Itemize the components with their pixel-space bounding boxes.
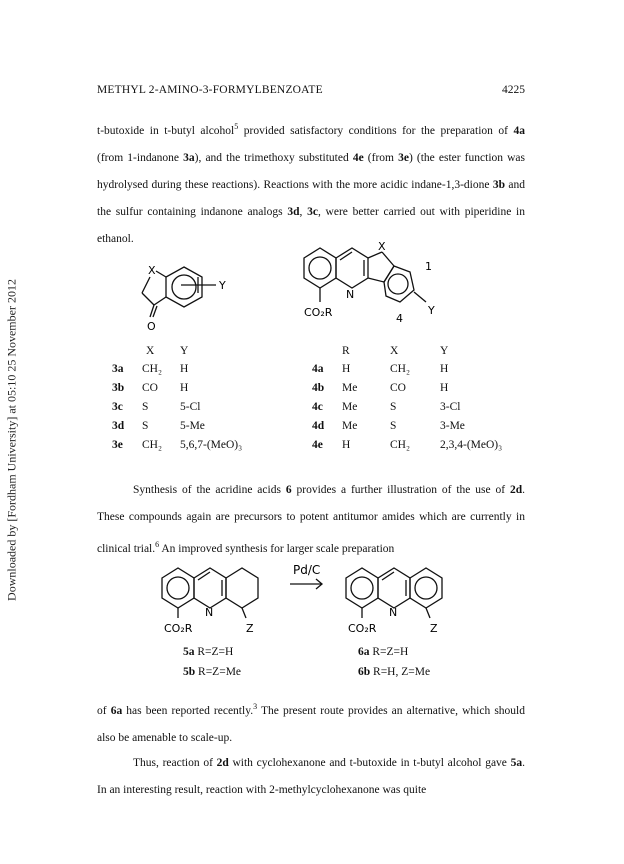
paragraph-1 — [97, 113, 525, 253]
text-run: (from 1-indanone — [97, 151, 184, 164]
table4-cell-y: 2,3,4-(MeO)₃ — [440, 439, 503, 451]
text-run: 3d — [287, 205, 300, 218]
table4-cell-r: H — [342, 439, 351, 451]
text-run: 4a — [513, 124, 525, 137]
scheme5-co2r: CO₂R — [164, 622, 193, 635]
paragraph-3 — [97, 693, 525, 752]
text-run: 6 — [285, 484, 292, 496]
text-run: . These compounds again are precursors to potent antitumor amides which are currently in clinical trial. — [97, 484, 525, 555]
table4-cell-y: H — [440, 363, 449, 375]
text-run: . In an interesting result, reaction with 2-methylcyclohexanone was quite — [97, 757, 525, 796]
text-run: 3b — [492, 178, 506, 191]
table3-cell-x: CH₂ — [142, 439, 162, 451]
table3-cell-x: CH₂ — [142, 363, 162, 375]
table3-cell-x: S — [142, 401, 149, 413]
text-run: , were better carried out with piperidine in ethanol. — [97, 205, 525, 245]
table3-cell-id: 3e — [112, 439, 123, 451]
text-run: 6a — [110, 704, 123, 717]
table4-cell-x: CH₂ — [390, 363, 410, 375]
table-4 — [312, 345, 532, 475]
scheme6-co2r: CO₂R — [348, 622, 377, 635]
paragraph-1-text — [97, 113, 525, 253]
text-run: 3a — [183, 151, 195, 164]
text-run: with cyclohexanone and t-butoxide in t-butyl alcohol gave — [228, 757, 511, 769]
download-watermark — [2, 250, 22, 630]
paragraph-4 — [97, 750, 525, 804]
table3-cell-y: 5-Cl — [180, 401, 201, 413]
table3-cell-y: H — [180, 382, 189, 394]
table3-header-x: X — [146, 345, 155, 357]
table4-cell-y: H — [440, 382, 449, 394]
struct4-y: Y — [428, 304, 435, 317]
table3-cell-id: 3d — [112, 420, 125, 432]
struct4-co2r: CO₂R — [304, 306, 333, 319]
table4-cell-id: 4e — [312, 439, 323, 451]
table4-cell-x: S — [390, 401, 397, 413]
struct3-y: Y — [219, 279, 226, 292]
struct4-locant-1: 1 — [425, 260, 432, 273]
table4-cell-id: 4d — [312, 420, 325, 432]
text-run: The present route provides an alternative, which should also be amenable to scale-up. — [97, 704, 525, 744]
text-run: Synthesis of the acridine acids — [133, 484, 286, 496]
text-run: and the sulfur containing indanone analogs — [97, 178, 525, 218]
table4-cell-id: 4c — [312, 401, 323, 413]
paragraph-4-text — [97, 750, 525, 804]
table3-cell-y: 5-Me — [180, 420, 205, 432]
struct4-x: X — [378, 240, 386, 253]
struct4-n: N — [346, 288, 355, 301]
table4-cell-id: 4b — [312, 382, 325, 394]
text-run: has been reported recently. — [122, 704, 254, 717]
table3-cell-id: 3b — [112, 382, 125, 394]
table3-header-y: Y — [180, 345, 189, 357]
paragraph-2-text — [97, 477, 525, 563]
text-run: 2d — [216, 757, 229, 769]
text-run: 6 — [155, 540, 160, 549]
scheme6-n: N — [389, 606, 398, 619]
table4-cell-r: Me — [342, 420, 358, 432]
table4-cell-x: CO — [390, 382, 406, 394]
text-run: 2d — [509, 484, 523, 496]
scheme6-z: Z — [430, 622, 438, 635]
reagent-pd-c: Pd/C — [293, 563, 321, 577]
text-run: Thus, reaction of — [133, 757, 217, 769]
struct3-o: O — [147, 320, 156, 333]
scheme-5-to-6 — [150, 560, 480, 640]
table4-cell-r: H — [342, 363, 351, 375]
text-run: t-butoxide in t-butyl alcohol — [97, 124, 235, 137]
table4-cell-x: S — [390, 420, 397, 432]
text-run: ) (the ester function was hydrolysed during these reactions). Reactions with the more acidic indane-1,3-dione — [97, 151, 525, 191]
struct4-locant-4: 4 — [396, 312, 403, 325]
download-note: Downloaded by [Fordham University] at 05:10 25 November 2012 — [4, 279, 19, 601]
text-run: , — [299, 205, 308, 218]
paragraph-3-text — [97, 693, 525, 752]
text-run: ), and the trimethoxy substituted — [194, 151, 353, 164]
table4-cell-id: 4a — [312, 363, 324, 375]
table3-cell-x: CO — [142, 382, 158, 394]
table3-cell-y: 5,6,7-(MeO)₃ — [180, 439, 243, 451]
text-run: 5 — [234, 122, 239, 131]
scheme5-n: N — [205, 606, 214, 619]
text-run: 3c — [307, 205, 318, 218]
table4-cell-r: Me — [342, 382, 358, 394]
label-6b: 6b R=H, Z=Me — [358, 666, 431, 678]
page-number: 4225 — [502, 84, 525, 96]
text-run: provides a further illustration of the use of — [291, 484, 510, 496]
label-5a: 5a R=Z=H — [183, 646, 234, 658]
table4-header-x: X — [390, 345, 399, 357]
table4-header-r: R — [342, 345, 350, 357]
table3-cell-x: S — [142, 420, 149, 432]
table4-cell-y: 3-Cl — [440, 401, 461, 413]
label-5b: 5b R=Z=Me — [183, 666, 242, 678]
structure-4 — [280, 240, 460, 335]
table4-cell-x: CH₂ — [390, 439, 410, 451]
text-run: provided satisfactory conditions for the preparation of — [238, 124, 514, 137]
text-run: An improved synthesis for larger scale preparation — [159, 542, 395, 555]
scheme5-z: Z — [246, 622, 254, 635]
table-3 — [112, 345, 292, 475]
table3-cell-y: H — [180, 363, 189, 375]
text-run: of — [97, 704, 111, 717]
text-run: 4e — [352, 151, 364, 164]
text-run: (from — [363, 151, 399, 164]
label-6a: 6a R=Z=H — [358, 646, 409, 658]
paragraph-2 — [97, 477, 525, 563]
table4-header-y: Y — [440, 345, 449, 357]
table4-cell-y: 3-Me — [440, 420, 465, 432]
table3-cell-id: 3c — [112, 401, 123, 413]
text-run: 3e — [398, 151, 409, 164]
text-run: 3 — [253, 702, 258, 711]
text-run: 5a — [510, 757, 523, 769]
table3-cell-id: 3a — [112, 363, 124, 375]
struct3-x: X — [148, 264, 156, 277]
running-header: METHYL 2-AMINO-3-FORMYLBENZOATE — [97, 84, 323, 96]
table4-cell-r: Me — [342, 401, 358, 413]
structure-3 — [126, 255, 246, 335]
